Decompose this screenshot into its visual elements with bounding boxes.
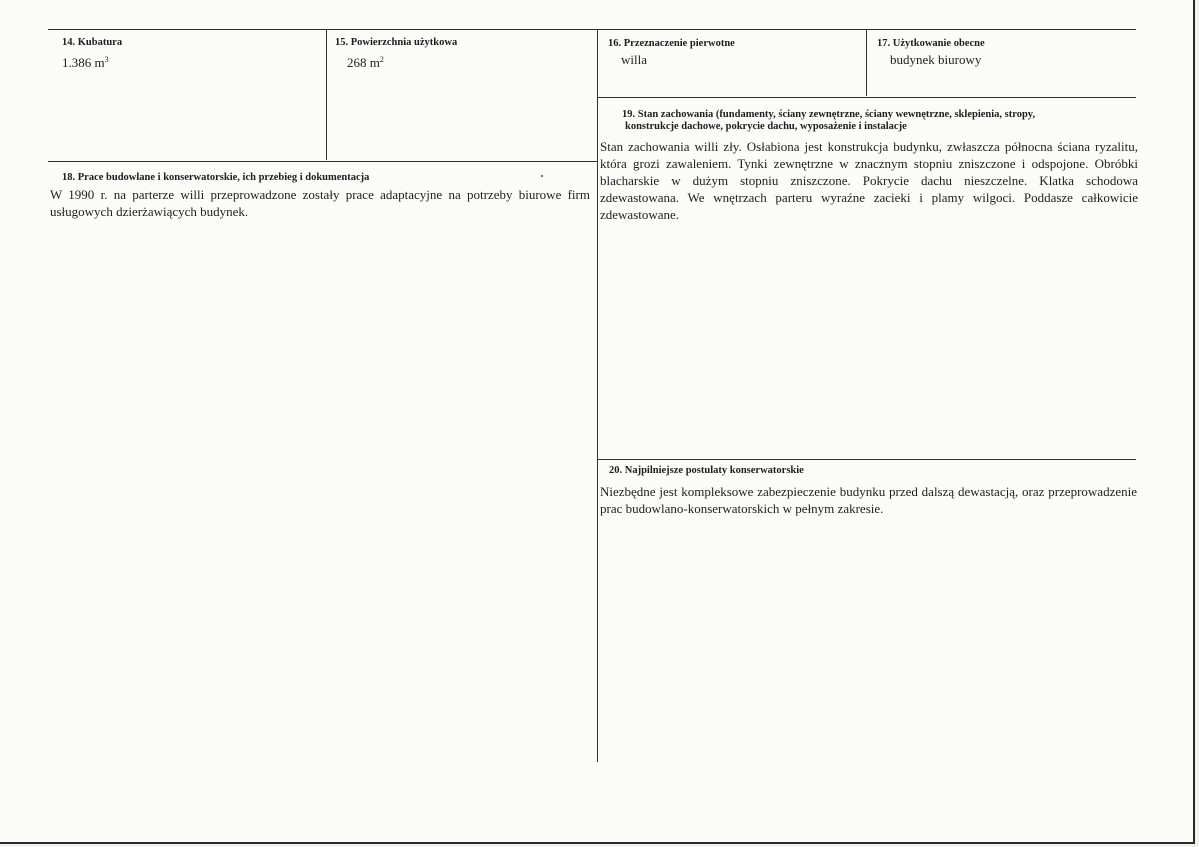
- rule-under-16-17: [597, 97, 1136, 98]
- field-14-label: 14. Kubatura: [62, 37, 123, 48]
- divider-16-17: [866, 29, 867, 96]
- divider-14-15: [326, 29, 327, 160]
- field-15-unit-exponent: 2: [379, 55, 384, 64]
- field-19-label-line2: konstrukcje dachowe, pokrycie dachu, wyposażenie i instalacje: [625, 121, 907, 132]
- field-14-unit-exponent: 3: [104, 55, 109, 64]
- field-16-label: 16. Przeznaczenie pierwotne: [608, 38, 735, 49]
- field-15-label: 15. Powierzchnia użytkowa: [335, 37, 458, 48]
- field-20-label: 20. Najpilniejsze postulaty konserwatorskie: [609, 465, 804, 476]
- top-rule: [48, 29, 1136, 30]
- field-15-value: [347, 52, 384, 71]
- field-19-label-line1: 19. Stan zachowania (fundamenty, ściany zewnętrzne, ściany wewnętrzne, sklepienia, stropy,: [622, 109, 1036, 120]
- speck-mark: [541, 175, 543, 177]
- rule-above-18: [48, 161, 597, 162]
- field-18-text: W 1990 r. na parterze willi przeprowadzone zostały prace adaptacyjne na potrzeby biurowe firm usługowych dzierżawiących budynek.: [50, 187, 590, 219]
- center-divider: [597, 29, 598, 762]
- field-14-value-text: 1.386 m: [62, 55, 105, 70]
- field-17-value: budynek biurowy: [890, 52, 982, 67]
- field-19-text: Stan zachowania willi zły. Osłabiona jest konstrukcja budynku, zwłaszcza północna ściana ryzalitu, która grozi zawaleniem. Tynki zewnętrzne w znacznym stopniu zniszczone i odspojone. Obróbki blacharskie w dużym stopniu zniszczone. Pokrycie dachu nieszczelne. Klatka schodowa zdewastowana. We wnętrzach parteru wyraźne zacieki i plamy wilgoci. Poddasze całkowicie zdewastowane.: [600, 139, 1138, 222]
- field-14-value: [62, 52, 109, 71]
- field-20-text: Niezbędne jest kompleksowe zabezpieczenie budynku przed dalszą dewastacją, oraz przeprowadzenie prac budowlano-konserwatorskich w pełnym zakresie.: [600, 484, 1137, 516]
- field-16-value: willa: [621, 52, 647, 67]
- field-19-label: [622, 109, 1122, 133]
- rule-above-20: [597, 459, 1136, 460]
- field-18-label: 18. Prace budowlane i konserwatorskie, ich przebieg i dokumentacja: [62, 172, 370, 183]
- field-17-label: 17. Użytkowanie obecne: [877, 38, 985, 49]
- field-15-value-text: 268 m: [347, 55, 380, 70]
